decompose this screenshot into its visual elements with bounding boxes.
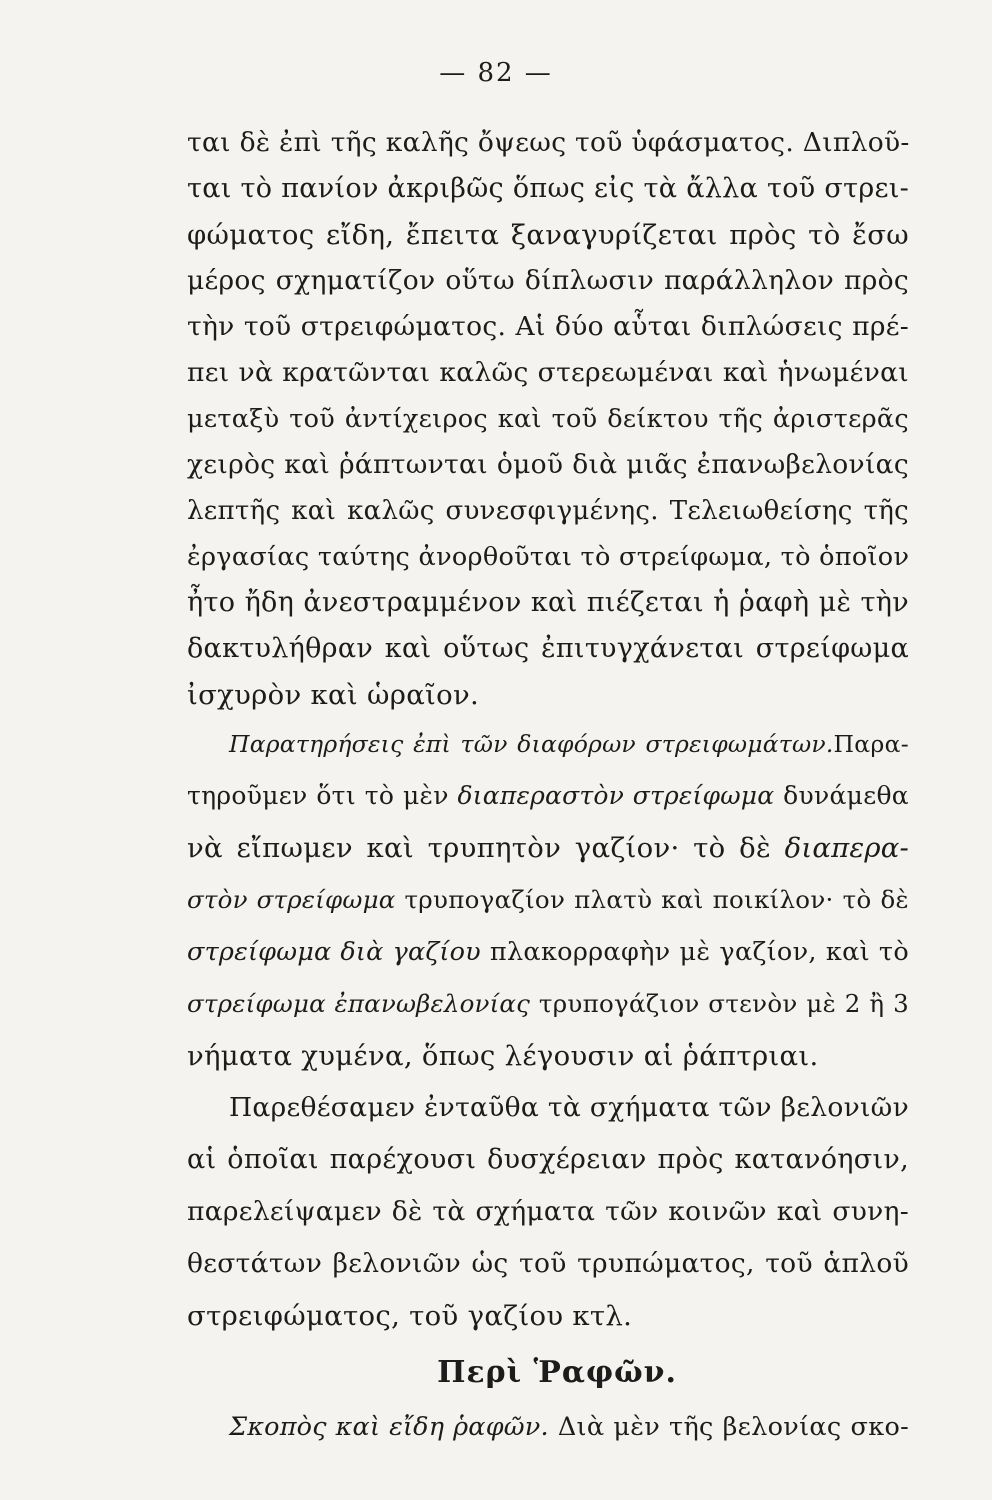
page-number: — 82 — — [439, 58, 553, 88]
text-span: δυνάμεθα — [783, 781, 909, 810]
text-line: νήματα χυμένα, ὅπως λέγουσιν αἱ ῥάπτριαι. — [187, 1040, 819, 1072]
italic-phrase: Σκοπὸς καὶ εἴδη ῥαφῶν. — [229, 1412, 549, 1442]
text-line: χειρὸς καὶ ῥάπτωνται ὁμοῦ διὰ μιᾶς ἐπανωβελονίας — [187, 449, 909, 480]
text-line: ἦτο ἤδη ἀνεστραμμένον καὶ πιέζεται ἡ ῥαφὴ μὲ τὴν — [187, 587, 909, 618]
text-line: πει νὰ κρατῶνται καλῶς στερεωμέναι καὶ ἡνωμέναι — [187, 357, 909, 388]
text-line: ἐργασίας ταύτης ἀνορθοῦται τὸ στρείφωμα, τὸ ὁποῖον — [187, 542, 910, 572]
italic-phrase: διαπεραστὸν στρείφωμα — [457, 781, 775, 810]
text-line: δακτυλήθραν καὶ οὕτως ἐπιτυγχάνεται στρείφωμα — [187, 633, 909, 664]
italic-phrase: στὸν στρείφωμα — [187, 885, 396, 914]
text-line: παρελείψαμεν δὲ τὰ σχήματα τῶν κοινῶν καὶ συνη- — [187, 1196, 909, 1227]
paragraph-1 — [187, 120, 909, 718]
text-line — [187, 1404, 909, 1450]
italic-phrase: στρείφωμα ἐπανωβελονίας — [187, 989, 531, 1018]
text-line: Παρεθέσαμεν ἐνταῦθα τὰ σχήματα τῶν βελονιῶν — [229, 1092, 909, 1123]
paragraph-2 — [187, 718, 909, 1082]
text-line: ται τὸ πανίον ἀκριβῶς ὅπως εἰς τὰ ἄλλα τοῦ στρει- — [187, 173, 910, 204]
text-line: ται δὲ ἐπὶ τῆς καλῆς ὄψεως τοῦ ὑφάσματος. Διπλοῦ- — [187, 127, 910, 158]
text-line: στρειφώματος, τοῦ γαζίου κτλ. — [187, 1300, 633, 1332]
italic-phrase: στρείφωμα διὰ γαζίου — [187, 937, 481, 967]
italic-phrase: Παρατηρήσεις ἐπὶ τῶν διαφόρων στρειφωμάτων. — [229, 730, 834, 758]
section-heading: Περὶ Ῥαφῶν. — [437, 1355, 677, 1390]
text-line: μέρος σχηματίζον οὕτω δίπλωσιν παράλληλον πρὸς — [187, 265, 909, 296]
text-span: τρυπογάζιον στενὸν μὲ 2 ἢ 3 — [538, 989, 909, 1018]
text-span: πλακορραφὴν μὲ γαζίον, καὶ τὸ — [489, 937, 909, 967]
text-line: μεταξὺ τοῦ ἀντίχειρος καὶ τοῦ δείκτου τῆς ἀριστερᾶς — [187, 404, 909, 434]
text-line — [187, 978, 909, 1030]
text-line: ἰσχυρὸν καὶ ὡραῖον. — [187, 679, 480, 711]
italic-phrase: διαπερα- — [784, 832, 910, 864]
text-line — [187, 718, 909, 770]
text-span: τηροῦμεν ὅτι τὸ μὲν — [187, 781, 449, 810]
paragraph-3 — [187, 1082, 909, 1342]
text-span: τρυπογαζίον πλατὺ καὶ ποικίλον· τὸ δὲ — [404, 885, 909, 914]
text-line: λεπτῆς καὶ καλῶς συνεσφιγμένης. Τελειωθείσης τῆς — [187, 496, 909, 526]
text-line: αἱ ὁποῖαι παρέχουσι δυσχέρειαν πρὸς κατανόησιν, — [187, 1144, 909, 1175]
text-line: φώματος εἴδη, ἔπειτα ξαναγυρίζεται πρὸς τὸ ἔσω — [187, 219, 909, 251]
text-span: νὰ εἴπωμεν καὶ τρυπητὸν γαζίον· τὸ δὲ — [187, 832, 772, 864]
text-line — [187, 874, 909, 926]
text-span: Παρα- — [833, 730, 909, 758]
text-line — [187, 822, 909, 874]
text-line: θεστάτων βελονιῶν ὡς τοῦ τρυπώματος, τοῦ ἁπλοῦ — [187, 1248, 909, 1279]
text-line: τὴν τοῦ στρειφώματος. Αἱ δύο αὗται διπλώσεις πρέ- — [187, 311, 909, 342]
page-text — [187, 120, 909, 1450]
text-line — [187, 770, 909, 822]
text-line — [187, 926, 909, 978]
text-span: Διὰ μὲν τῆς βελονίας σκο- — [557, 1412, 910, 1442]
paragraph-4 — [187, 1404, 909, 1450]
